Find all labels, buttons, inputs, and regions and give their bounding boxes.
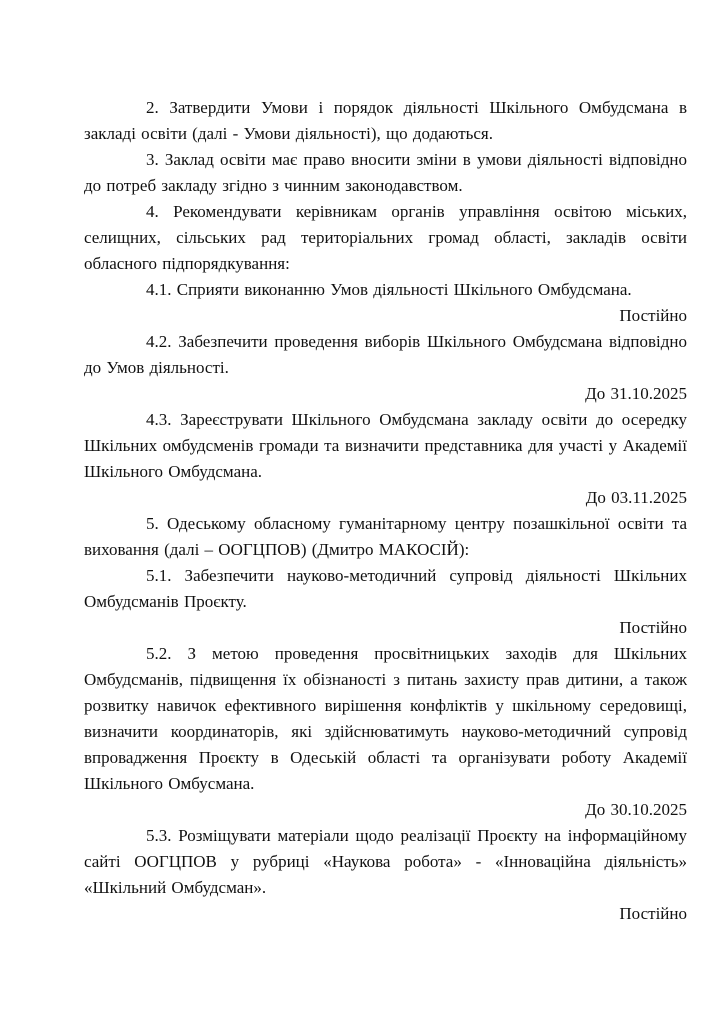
deadline-line: До 03.11.2025 [585, 488, 687, 507]
body-paragraph: 4.2. Забезпечити проведення виборів Шкільного Омбудсмана відповідно до Умов діяльності. [84, 332, 687, 377]
deadline-line: До 31.10.2025 [585, 384, 687, 403]
deadline-line: Постійно [619, 904, 687, 923]
body-paragraph: 2. Затвердити Умови і порядок діяльності Шкільного Омбудсмана в закладі освіти (далі - Умови діяльності), що додаються. [84, 98, 687, 143]
body-paragraph: 5.1. Забезпечити науково-методичний супровід діяльності Шкільних Омбудсманів Проєкту. [84, 566, 687, 611]
body-paragraph: 4.1. Сприяти виконанню Умов діяльності Шкільного Омбудсмана. [146, 280, 632, 299]
body-paragraph: 4.3. Зареєструвати Шкільного Омбудсмана закладу освіти до осередку Шкільних омбудсменів громади та визначити представника для участі у Академії Шкільного Омбудсмана. [84, 410, 687, 481]
deadline-line: До 30.10.2025 [585, 800, 687, 819]
body-paragraph: 5.3. Розміщувати матеріали щодо реалізації Проєкту на інформаційному сайті ООГЦПОВ у рубриці «Наукова робота» - «Інноваційна діяльність» «Шкільний Омбудсман». [84, 826, 687, 897]
body-paragraph: 4. Рекомендувати керівникам органів управління освітою міських, селищних, сільських рад територіальних громад області, закладів освіти обласного підпорядкування: [84, 202, 687, 273]
document-body [84, 95, 687, 927]
body-paragraph: 5.2. З метою проведення просвітницьких заходів для Шкільних Омбудсманів, підвищення їх обізнаності з питань захисту прав дитини, а також розвитку навичок ефективного вирішення конфліктів у шкільному середовищі, визначити координаторів, які здійснюватимуть науково-методичний супровід впровадження Проєкту в Одеській області та організувати роботу Академії Шкільного Омбусмана. [84, 644, 687, 793]
deadline-line: Постійно [619, 306, 687, 325]
deadline-line: Постійно [619, 618, 687, 637]
body-paragraph: 5. Одеському обласному гуманітарному центру позашкільної освіти та виховання (далі – ООГЦПОВ) (Дмитро МАКОСІЙ): [84, 514, 687, 559]
body-paragraph: 3. Заклад освіти має право вносити зміни в умови діяльності відповідно до потреб закладу згідно з чинним законодавством. [84, 150, 687, 195]
